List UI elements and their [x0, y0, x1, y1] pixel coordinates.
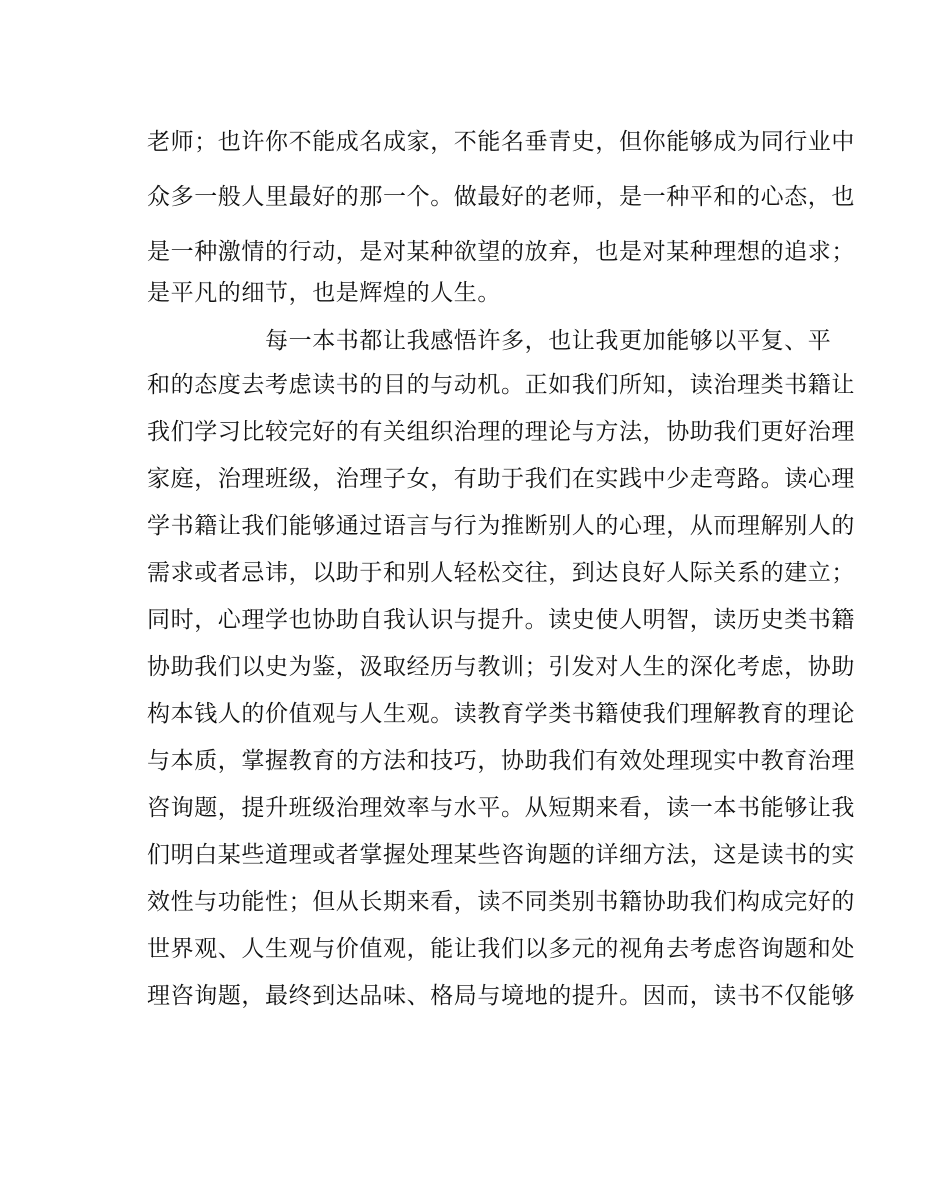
text-line: 构本钱人的价值观与人生观。读教育学类书籍使我们理解教育的理论: [147, 701, 855, 727]
text-line: 世界观、人生观与价值观，能让我们以多元的视角去考虑咨询题和处: [147, 936, 855, 962]
text-line: 需求或者忌讳，以助于和别人轻松交往，到达良好人际关系的建立；: [147, 560, 855, 586]
text-line: 咨询题，提升班级治理效率与水平。从短期来看，读一本书能够让我: [147, 795, 855, 821]
text-line: 学书籍让我们能够通过语言与行为推断别人的心理，从而理解别人的: [147, 513, 855, 539]
text-line: 同时，心理学也协助自我认识与提升。读史使人明智，读历史类书籍: [147, 607, 855, 633]
text-line: 是平凡的细节，也是辉煌的人生。: [147, 280, 501, 306]
text-line: 效性与功能性；但从长期来看，读不同类别书籍协助我们构成完好的: [147, 889, 855, 915]
text-line: 我们学习比较完好的有关组织治理的理论与方法，协助我们更好治理: [147, 419, 855, 445]
text-line-indented: 每一本书都让我感悟许多，也让我更加能够以平复、平: [265, 328, 832, 354]
text-line: 众多一般人里最好的那一个。做最好的老师，是一种平和的心态，也: [147, 184, 855, 210]
text-line: 老师；也许你不能成名成家，不能名垂青史，但你能够成为同行业中: [147, 129, 855, 155]
text-line: 们明白某些道理或者掌握处理某些咨询题的详细方法，这是读书的实: [147, 842, 855, 868]
text-line: 协助我们以史为鉴，汲取经历与教训；引发对人生的深化考虑，协助: [147, 654, 855, 680]
text-line: 理咨询题，最终到达品味、格局与境地的提升。因而，读书不仅能够: [147, 983, 855, 1009]
text-line: 家庭，治理班级，治理子女，有助于我们在实践中少走弯路。读心理: [147, 466, 855, 492]
text-line: 与本质，掌握教育的方法和技巧，协助我们有效处理现实中教育治理: [147, 748, 855, 774]
text-line: 是一种激情的行动，是对某种欲望的放弃，也是对某种理想的追求；: [147, 239, 855, 265]
text-line: 和的态度去考虑读书的目的与动机。正如我们所知，读治理类书籍让: [147, 372, 855, 398]
